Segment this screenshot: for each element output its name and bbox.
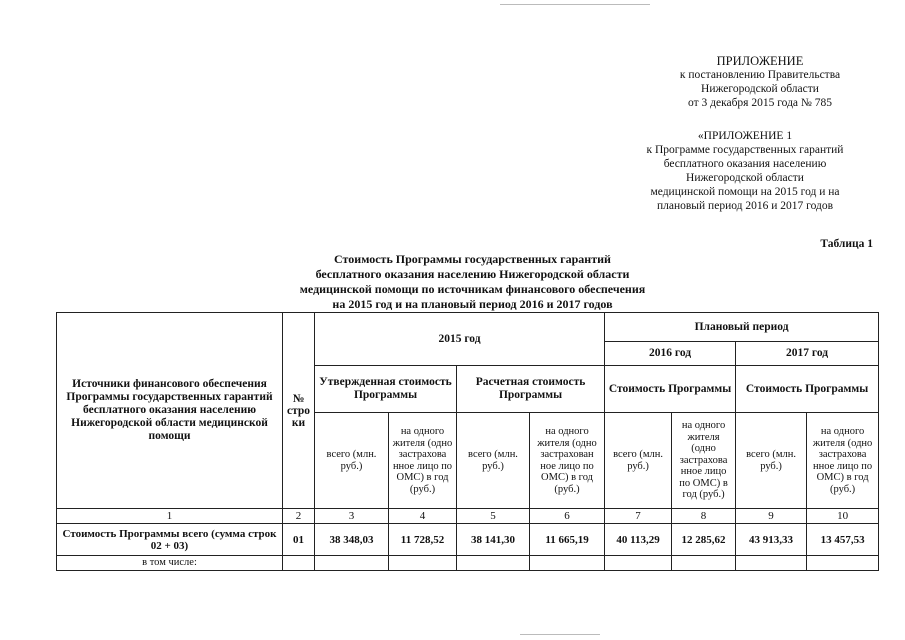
header-2015: 2015 год <box>315 313 605 366</box>
value-cell: 11 728,52 <box>389 524 457 556</box>
table-title-line: медицинской помощи по источникам финансового обеспечения <box>299 282 646 296</box>
col-number: 7 <box>605 509 672 524</box>
empty-cell <box>283 556 315 571</box>
header-cost-2016: Стоимость Программы <box>605 366 736 413</box>
row-label: Стоимость Программы всего (сумма строк 02 + 03) <box>57 524 283 556</box>
header-2017: 2017 год <box>736 342 879 366</box>
header-total: всего (млн. руб.) <box>736 413 807 509</box>
empty-cell <box>605 556 672 571</box>
col-number: 2 <box>283 509 315 524</box>
col-number: 8 <box>672 509 736 524</box>
appendix1-line: Нижегородской области <box>686 172 804 184</box>
value-cell: 11 665,19 <box>530 524 605 556</box>
header-per-person: на одного жителя (одно застрахова нное лицо по ОМС) в год (руб.) <box>672 413 736 509</box>
table-title-line: на 2015 год и на плановый период 2016 и 2017 годов <box>332 297 613 311</box>
row-number: 01 <box>283 524 315 556</box>
appendix1-line: бесплатного оказания населению <box>663 158 827 170</box>
empty-cell <box>530 556 605 571</box>
value-cell: 38 141,30 <box>457 524 530 556</box>
value-cell: 43 913,33 <box>736 524 807 556</box>
appendix-title: ПРИЛОЖЕНИЕ <box>716 54 804 68</box>
header-per-person: на одного жителя (одно застрахова нное лицо по ОМС) в год (руб.) <box>807 413 879 509</box>
header-cost-2017: Стоимость Программы <box>736 366 879 413</box>
header-approved-cost: Утвержденная стоимость Программы <box>315 366 457 413</box>
value-cell: 13 457,53 <box>807 524 879 556</box>
header-total: всего (млн. руб.) <box>315 413 389 509</box>
appendix1-line: плановый период 2016 и 2017 годов <box>656 200 834 212</box>
appendix1-block <box>620 129 870 213</box>
table-title-line: бесплатного оказания населению Нижегородской области <box>315 267 630 281</box>
empty-cell <box>672 556 736 571</box>
table-number: Таблица 1 <box>820 238 873 250</box>
sub-label: в том числе: <box>57 556 283 571</box>
empty-cell <box>736 556 807 571</box>
appendix-block <box>640 54 880 110</box>
value-cell: 40 113,29 <box>605 524 672 556</box>
header-planned: Плановый период <box>605 313 879 342</box>
header-per-person: на одного жителя (одно застрахован ное лицо по ОМС) в год (руб.) <box>530 413 605 509</box>
appendix1-line: к Программе государственных гарантий <box>646 144 844 156</box>
header-total: всего (млн. руб.) <box>605 413 672 509</box>
col-number: 9 <box>736 509 807 524</box>
header-line-no: № стро ки <box>283 313 315 509</box>
header-total: всего (млн. руб.) <box>457 413 530 509</box>
value-cell: 12 285,62 <box>672 524 736 556</box>
appendix-line: от 3 декабря 2015 года № 785 <box>687 97 832 109</box>
empty-cell <box>807 556 879 571</box>
value-cell: 38 348,03 <box>315 524 389 556</box>
header-sources: Источники финансового обеспечения Программы государственных гарантий бесплатного оказания населению Нижегородской области медицинской помощи <box>57 313 283 509</box>
empty-cell <box>389 556 457 571</box>
col-number: 10 <box>807 509 879 524</box>
appendix-line: Нижегородской области <box>701 83 819 95</box>
appendix-line: к постановлению Правительства <box>679 69 841 81</box>
appendix1-title: «ПРИЛОЖЕНИЕ 1 <box>697 130 793 142</box>
table-title <box>200 252 745 312</box>
header-2016: 2016 год <box>605 342 736 366</box>
empty-cell <box>457 556 530 571</box>
header-calc-cost: Расчетная стоимость Программы <box>457 366 605 413</box>
appendix1-line: медицинской помощи на 2015 год и на <box>650 186 840 198</box>
financing-table <box>56 312 879 571</box>
col-number: 1 <box>57 509 283 524</box>
table-title-line: Стоимость Программы государственных гарантий <box>334 252 611 266</box>
col-number: 3 <box>315 509 389 524</box>
empty-cell <box>315 556 389 571</box>
col-number: 5 <box>457 509 530 524</box>
scan-artifact-bottom <box>520 634 600 635</box>
col-number: 6 <box>530 509 605 524</box>
scan-artifact-top <box>500 4 650 5</box>
col-number: 4 <box>389 509 457 524</box>
header-per-person: на одного жителя (одно застрахова нное лицо по ОМС) в год (руб.) <box>389 413 457 509</box>
